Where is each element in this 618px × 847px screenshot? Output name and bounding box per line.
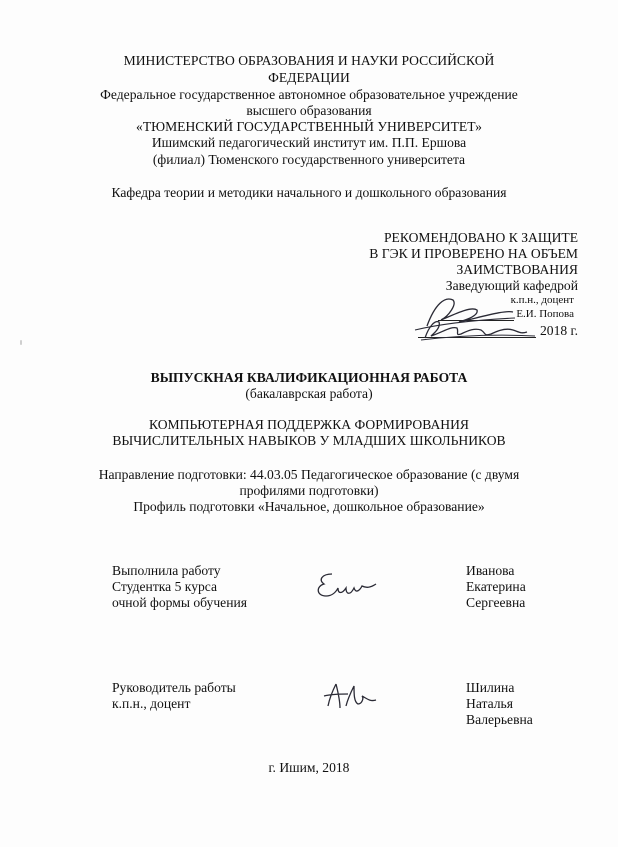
approval-line-2: В ГЭК И ПРОВЕРЕНО НА ОБЪЕМ xyxy=(369,246,578,261)
direction-line-1: Направление подготовки: 44.03.05 Педагогическое образование (с двумя xyxy=(98,467,520,482)
scan-speck xyxy=(20,340,22,345)
supervisor-patronymic: Валерьевна xyxy=(466,712,533,727)
approval-head-title: Заведующий кафедрой xyxy=(445,278,578,293)
author-signature xyxy=(312,568,382,602)
direction-line-2: профилями подготовки) xyxy=(239,483,379,498)
author-surname: Иванова xyxy=(466,563,515,578)
work-subtype: (бакалаврская работа) xyxy=(245,386,373,401)
branch-line-1: Ишимский педагогический институт им. П.П. Ершова xyxy=(151,135,467,150)
author-patronymic: Сергеевна xyxy=(466,595,526,610)
approval-head-name: Е.И. Попова xyxy=(516,308,574,320)
profile-line: Профиль подготовки «Начальное, дошкольное образование» xyxy=(133,499,485,514)
topic-line-1: КОМПЬЮТЕРНАЯ ПОДДЕРЖКА ФОРМИРОВАНИЯ xyxy=(149,417,469,432)
work-type: ВЫПУСКНАЯ КВАЛИФИКАЦИОННАЯ РАБОТА xyxy=(150,370,468,385)
supervisor-role-1: Руководитель работы xyxy=(112,680,236,695)
ministry-line-2: ФЕДЕРАЦИИ xyxy=(268,70,350,85)
branch-line-2: (филиал) Тюменского государственного университета xyxy=(152,152,466,167)
institution-line-1: Федеральное государственное автономное образовательное учреждение xyxy=(100,87,518,102)
department-name: Кафедра теории и методики начального и дошкольного образования xyxy=(111,185,507,200)
supervisor-role-2: к.п.н., доцент xyxy=(112,696,191,711)
topic-line-2: ВЫЧИСЛИТЕЛЬНЫХ НАВЫКОВ У МЛАДШИХ ШКОЛЬНИКОВ xyxy=(112,433,506,448)
place-year: г. Ишим, 2018 xyxy=(268,760,350,775)
approval-year: 2018 г. xyxy=(539,323,578,338)
author-first-name: Екатерина xyxy=(466,579,526,594)
approval-line-3: ЗАИМСТВОВАНИЯ xyxy=(456,262,578,277)
institution-line-2: высшего образования xyxy=(246,103,372,118)
supervisor-first-name: Наталья xyxy=(466,696,513,711)
approval-line-1: РЕКОМЕНДОВАНО К ЗАЩИТЕ xyxy=(384,230,578,245)
approval-degree: к.п.н., доцент xyxy=(510,294,574,306)
supervisor-surname: Шилина xyxy=(466,680,515,695)
university-name: «ТЮМЕНСКИЙ ГОСУДАРСТВЕННЫЙ УНИВЕРСИТЕТ» xyxy=(136,119,482,134)
head-signature xyxy=(395,290,555,345)
author-role-3: очной формы обучения xyxy=(112,595,248,610)
supervisor-signature xyxy=(318,680,382,714)
author-role-2: Студентка 5 курса xyxy=(112,579,218,594)
ministry-line-1: МИНИСТЕРСТВО ОБРАЗОВАНИЯ И НАУКИ РОССИЙСКОЙ xyxy=(123,53,495,68)
author-role-1: Выполнила работу xyxy=(112,563,221,578)
